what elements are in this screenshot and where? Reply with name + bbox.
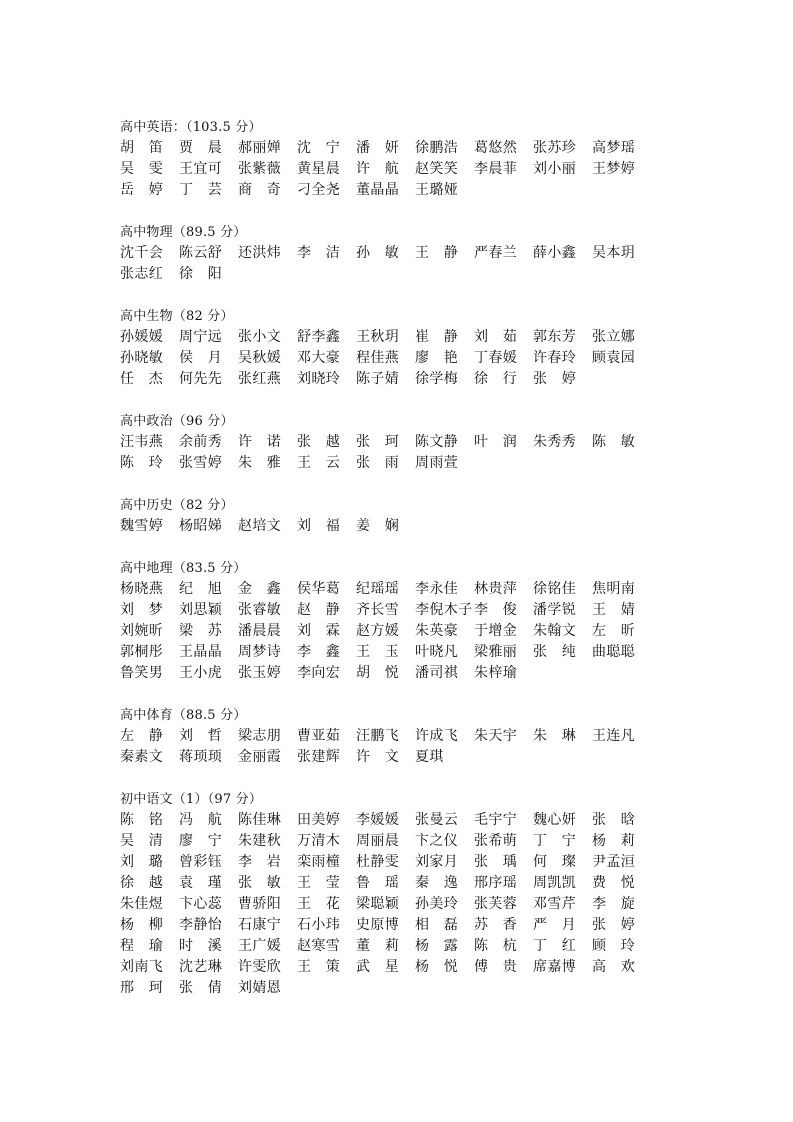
subject-section bbox=[120, 411, 680, 474]
student-name: 张小文 bbox=[238, 329, 282, 345]
student-name: 郭桐彤 bbox=[120, 644, 164, 660]
student-name: 李 洁 bbox=[297, 245, 341, 261]
name-row bbox=[120, 957, 680, 978]
student-name: 张曼云 bbox=[415, 812, 459, 828]
student-name: 杨昭娣 bbox=[179, 518, 223, 534]
student-name: 周梦诗 bbox=[238, 644, 282, 660]
student-name: 石康宁 bbox=[238, 917, 282, 933]
student-name: 费 悦 bbox=[592, 875, 636, 891]
student-name: 张希萌 bbox=[474, 833, 518, 849]
student-name: 李媛媛 bbox=[356, 812, 400, 828]
student-name: 张 敏 bbox=[238, 875, 282, 891]
student-name: 相 磊 bbox=[415, 917, 459, 933]
student-name: 李倪木子 bbox=[415, 602, 473, 618]
student-name: 丁 芸 bbox=[179, 182, 223, 198]
student-name: 李向宏 bbox=[297, 665, 341, 681]
student-name: 王广媛 bbox=[238, 938, 282, 954]
name-row bbox=[120, 894, 680, 915]
student-name: 夏琪 bbox=[415, 749, 444, 765]
name-row bbox=[120, 516, 680, 537]
student-name: 何先先 bbox=[179, 371, 223, 387]
student-name: 刘婧恩 bbox=[238, 980, 282, 996]
student-name: 叶 润 bbox=[474, 434, 518, 450]
student-name: 王秋玥 bbox=[356, 329, 400, 345]
student-name: 汪韦燕 bbox=[120, 434, 164, 450]
student-name: 孙媛媛 bbox=[120, 329, 164, 345]
name-row bbox=[120, 453, 680, 474]
student-name: 潘 妍 bbox=[356, 140, 400, 156]
student-name: 梁志朋 bbox=[238, 728, 282, 744]
student-name: 刘 哲 bbox=[179, 728, 223, 744]
student-name: 陈佳琳 bbox=[238, 812, 282, 828]
student-name: 栾雨橦 bbox=[297, 854, 341, 870]
student-name: 丁 宁 bbox=[533, 833, 577, 849]
student-name: 刘 霖 bbox=[297, 623, 341, 639]
student-name: 梁 苏 bbox=[179, 623, 223, 639]
student-name: 冯 航 bbox=[179, 812, 223, 828]
student-name: 潘学锐 bbox=[533, 602, 577, 618]
subject-section bbox=[120, 306, 680, 390]
student-name: 王 策 bbox=[297, 959, 341, 975]
student-name: 汪鹏飞 bbox=[356, 728, 400, 744]
student-name: 朱 雅 bbox=[238, 455, 282, 471]
student-name: 金丽霞 bbox=[238, 749, 282, 765]
student-name: 周雨萱 bbox=[415, 455, 459, 471]
student-name: 王璐娅 bbox=[415, 182, 459, 198]
student-name: 张雪婷 bbox=[179, 455, 223, 471]
name-row bbox=[120, 726, 680, 747]
student-name: 刘 茹 bbox=[474, 329, 518, 345]
student-name: 高梦瑶 bbox=[592, 140, 636, 156]
student-name: 鲁 瑶 bbox=[356, 875, 400, 891]
student-name: 赵 静 bbox=[297, 602, 341, 618]
student-name: 邢序瑶 bbox=[474, 875, 518, 891]
student-name: 袁 瑾 bbox=[179, 875, 223, 891]
student-name: 蒋顼顼 bbox=[179, 749, 223, 765]
student-name: 刘 梦 bbox=[120, 602, 164, 618]
student-name: 张 婷 bbox=[533, 371, 577, 387]
student-name: 刘晓玲 bbox=[297, 371, 341, 387]
student-name: 苏 香 bbox=[474, 917, 518, 933]
student-name: 魏心妍 bbox=[533, 812, 577, 828]
student-name: 潘司祺 bbox=[415, 665, 459, 681]
student-name: 张紫薇 bbox=[238, 161, 282, 177]
name-row bbox=[120, 642, 680, 663]
student-name: 刘小丽 bbox=[533, 161, 577, 177]
name-row bbox=[120, 852, 680, 873]
student-name: 王 花 bbox=[297, 896, 341, 912]
student-name: 李永佳 bbox=[415, 581, 459, 597]
student-name: 何 璨 bbox=[533, 854, 577, 870]
student-name: 刘 福 bbox=[297, 518, 341, 534]
student-name: 刘婉昕 bbox=[120, 623, 164, 639]
student-name: 杨晓燕 bbox=[120, 581, 164, 597]
student-name: 时 溪 bbox=[179, 938, 223, 954]
student-name: 傅 贵 bbox=[474, 959, 518, 975]
student-name: 朱佳煜 bbox=[120, 896, 164, 912]
name-row bbox=[120, 264, 680, 285]
section-title: 高中体育（88.5 分） bbox=[120, 708, 247, 723]
student-name: 郭东芳 bbox=[533, 329, 577, 345]
student-name: 张玉婷 bbox=[238, 665, 282, 681]
student-name: 张 雨 bbox=[356, 455, 400, 471]
student-name: 周宁远 bbox=[179, 329, 223, 345]
student-name: 叶晓凡 bbox=[415, 644, 459, 660]
student-name: 于增金 bbox=[474, 623, 518, 639]
student-name: 王 静 bbox=[415, 245, 459, 261]
student-name: 许 航 bbox=[356, 161, 400, 177]
student-name: 邓大豪 bbox=[297, 350, 341, 366]
student-name: 尹孟洹 bbox=[592, 854, 636, 870]
section-title: 高中地理（83.5 分） bbox=[120, 561, 247, 576]
name-row bbox=[120, 978, 680, 999]
student-name: 王 玉 bbox=[356, 644, 400, 660]
student-name: 张 纯 bbox=[533, 644, 577, 660]
student-name: 周凯凯 bbox=[533, 875, 577, 891]
student-name: 侯华葛 bbox=[297, 581, 341, 597]
student-name: 严 月 bbox=[533, 917, 577, 933]
name-row bbox=[120, 138, 680, 159]
student-name: 梁聪颖 bbox=[356, 896, 400, 912]
student-name: 胡 悦 bbox=[356, 665, 400, 681]
name-row bbox=[120, 243, 680, 264]
section-title: 高中历史（82 分） bbox=[120, 498, 234, 513]
student-name: 曲聪聪 bbox=[592, 644, 636, 660]
student-name: 郝丽婵 bbox=[238, 140, 282, 156]
student-name: 孙美玲 bbox=[415, 896, 459, 912]
student-name: 秦素文 bbox=[120, 749, 164, 765]
student-name: 朱英豪 bbox=[415, 623, 459, 639]
student-name: 丁 红 bbox=[533, 938, 577, 954]
subject-section bbox=[120, 495, 680, 537]
student-name: 张 瑀 bbox=[474, 854, 518, 870]
student-name: 丁春媛 bbox=[474, 350, 518, 366]
student-name: 鲁笑男 bbox=[120, 665, 164, 681]
student-name: 朱建秋 bbox=[238, 833, 282, 849]
student-name: 王 婧 bbox=[592, 602, 636, 618]
student-name: 张 晗 bbox=[592, 812, 636, 828]
student-name: 葛悠然 bbox=[474, 140, 518, 156]
student-name: 孙晓敏 bbox=[120, 350, 164, 366]
student-name: 孙 敏 bbox=[356, 245, 400, 261]
student-name: 左 昕 bbox=[592, 623, 636, 639]
student-name: 张 婷 bbox=[592, 917, 636, 933]
student-name: 刘 璐 bbox=[120, 854, 164, 870]
student-name: 许成飞 bbox=[415, 728, 459, 744]
subject-section bbox=[120, 789, 680, 999]
student-name: 刘南飞 bbox=[120, 959, 164, 975]
student-name: 杨 悦 bbox=[415, 959, 459, 975]
student-name: 田美婷 bbox=[297, 812, 341, 828]
student-name: 还洪炜 bbox=[238, 245, 282, 261]
student-name: 严春兰 bbox=[474, 245, 518, 261]
name-row bbox=[120, 159, 680, 180]
student-name: 吴本玥 bbox=[592, 245, 636, 261]
student-name: 曹骄阳 bbox=[238, 896, 282, 912]
student-name: 任 杰 bbox=[120, 371, 164, 387]
student-name: 张建辉 bbox=[297, 749, 341, 765]
subject-section bbox=[120, 117, 680, 201]
student-name: 陈 玲 bbox=[120, 455, 164, 471]
student-name: 李 俊 bbox=[474, 602, 518, 618]
student-name: 徐 阳 bbox=[179, 266, 223, 282]
student-name: 张苏珍 bbox=[533, 140, 577, 156]
student-name: 卞心蕊 bbox=[179, 896, 223, 912]
student-name: 梁雅丽 bbox=[474, 644, 518, 660]
student-name: 侯 月 bbox=[179, 350, 223, 366]
student-name: 吴 清 bbox=[120, 833, 164, 849]
name-row bbox=[120, 432, 680, 453]
name-row bbox=[120, 747, 680, 768]
student-name: 刁全尧 bbox=[297, 182, 341, 198]
student-name: 武 星 bbox=[356, 959, 400, 975]
student-name: 许春玲 bbox=[533, 350, 577, 366]
student-name: 王梦婷 bbox=[592, 161, 636, 177]
subject-section bbox=[120, 222, 680, 285]
student-name: 余前秀 bbox=[179, 434, 223, 450]
student-name: 杨 柳 bbox=[120, 917, 164, 933]
student-name: 李 鑫 bbox=[297, 644, 341, 660]
student-name: 李静怡 bbox=[179, 917, 223, 933]
student-name: 刘家月 bbox=[415, 854, 459, 870]
name-row bbox=[120, 936, 680, 957]
student-name: 陈 敏 bbox=[592, 434, 636, 450]
student-name: 张红燕 bbox=[238, 371, 282, 387]
student-name: 王小虎 bbox=[179, 665, 223, 681]
student-name: 沈艺琳 bbox=[179, 959, 223, 975]
student-name: 张志红 bbox=[120, 266, 164, 282]
student-name: 朱梓瑜 bbox=[474, 665, 518, 681]
student-name: 许 诺 bbox=[238, 434, 282, 450]
student-name: 程佳燕 bbox=[356, 350, 400, 366]
student-name: 崔 静 bbox=[415, 329, 459, 345]
student-name: 顾袁园 bbox=[592, 350, 636, 366]
student-name: 李 岩 bbox=[238, 854, 282, 870]
student-name: 王 云 bbox=[297, 455, 341, 471]
name-row bbox=[120, 180, 680, 201]
student-name: 徐 行 bbox=[474, 371, 518, 387]
student-name: 张立娜 bbox=[592, 329, 636, 345]
student-name: 纪 旭 bbox=[179, 581, 223, 597]
student-name: 王宜可 bbox=[179, 161, 223, 177]
student-name: 纪瑶瑶 bbox=[356, 581, 400, 597]
student-name: 董 莉 bbox=[356, 938, 400, 954]
section-title: 初中语文（1）（97 分） bbox=[120, 792, 263, 807]
student-name: 吴秋媛 bbox=[238, 350, 282, 366]
student-name: 林贵萍 bbox=[474, 581, 518, 597]
student-name: 许雯欣 bbox=[238, 959, 282, 975]
student-name: 岳 婷 bbox=[120, 182, 164, 198]
student-name: 卞之仪 bbox=[415, 833, 459, 849]
student-name: 周丽晨 bbox=[356, 833, 400, 849]
student-name: 陈 铭 bbox=[120, 812, 164, 828]
student-name: 席嘉博 bbox=[533, 959, 577, 975]
student-name: 商 奇 bbox=[238, 182, 282, 198]
subject-section bbox=[120, 558, 680, 684]
student-name: 秦 逸 bbox=[415, 875, 459, 891]
student-name: 胡 笛 bbox=[120, 140, 164, 156]
name-row bbox=[120, 621, 680, 642]
name-row bbox=[120, 873, 680, 894]
student-name: 黄星晨 bbox=[297, 161, 341, 177]
student-name: 曾彩钰 bbox=[179, 854, 223, 870]
student-name: 许 文 bbox=[356, 749, 400, 765]
student-name: 李 旋 bbox=[592, 896, 636, 912]
student-name: 王晶晶 bbox=[179, 644, 223, 660]
student-name: 陈云舒 bbox=[179, 245, 223, 261]
student-name: 贾 晨 bbox=[179, 140, 223, 156]
student-name: 杨 莉 bbox=[592, 833, 636, 849]
student-name: 李晨菲 bbox=[474, 161, 518, 177]
student-name: 王连凡 bbox=[592, 728, 636, 744]
student-name: 张睿敏 bbox=[238, 602, 282, 618]
student-name: 董晶晶 bbox=[356, 182, 400, 198]
student-name: 张 越 bbox=[297, 434, 341, 450]
student-name: 吴 雯 bbox=[120, 161, 164, 177]
student-name: 姜 娴 bbox=[356, 518, 400, 534]
section-title: 高中物理（89.5 分） bbox=[120, 225, 247, 240]
student-name: 程 瑜 bbox=[120, 938, 164, 954]
student-name: 朱秀秀 bbox=[533, 434, 577, 450]
student-name: 陈文静 bbox=[415, 434, 459, 450]
student-name: 舒李鑫 bbox=[297, 329, 341, 345]
student-name: 刘思颖 bbox=[179, 602, 223, 618]
student-name: 曹亚茹 bbox=[297, 728, 341, 744]
name-row bbox=[120, 810, 680, 831]
student-name: 焦明南 bbox=[592, 581, 636, 597]
student-name: 万清木 bbox=[297, 833, 341, 849]
student-name: 王 莹 bbox=[297, 875, 341, 891]
student-name: 杜静雯 bbox=[356, 854, 400, 870]
student-name: 齐长雪 bbox=[356, 602, 400, 618]
section-title: 高中政治（96 分） bbox=[120, 414, 234, 429]
section-title: 高中英语：（103.5 分） bbox=[120, 120, 262, 135]
name-row bbox=[120, 348, 680, 369]
student-name: 石小玮 bbox=[297, 917, 341, 933]
student-name: 潘晨晨 bbox=[238, 623, 282, 639]
name-row bbox=[120, 831, 680, 852]
name-row bbox=[120, 915, 680, 936]
student-name: 邓雪芹 bbox=[533, 896, 577, 912]
student-name: 朱天宇 bbox=[474, 728, 518, 744]
student-name: 张芙蓉 bbox=[474, 896, 518, 912]
document-content bbox=[120, 117, 680, 1020]
student-name: 魏雪婷 bbox=[120, 518, 164, 534]
student-name: 金 鑫 bbox=[238, 581, 282, 597]
student-name: 陈 杭 bbox=[474, 938, 518, 954]
student-name: 邢 珂 bbox=[120, 980, 164, 996]
name-row bbox=[120, 663, 680, 684]
student-name: 高 欢 bbox=[592, 959, 636, 975]
name-row bbox=[120, 600, 680, 621]
student-name: 赵寒雪 bbox=[297, 938, 341, 954]
student-name: 徐 越 bbox=[120, 875, 164, 891]
student-name: 徐学梅 bbox=[415, 371, 459, 387]
student-name: 徐铭佳 bbox=[533, 581, 577, 597]
student-name: 赵培文 bbox=[238, 518, 282, 534]
student-name: 史原博 bbox=[356, 917, 400, 933]
subject-section bbox=[120, 705, 680, 768]
student-name: 沈千会 bbox=[120, 245, 164, 261]
student-name: 廖 艳 bbox=[415, 350, 459, 366]
student-name: 杨 露 bbox=[415, 938, 459, 954]
student-name: 朱 琳 bbox=[533, 728, 577, 744]
student-name: 顾 玲 bbox=[592, 938, 636, 954]
student-name: 陈子婧 bbox=[356, 371, 400, 387]
student-name: 廖 宁 bbox=[179, 833, 223, 849]
student-name: 左 静 bbox=[120, 728, 164, 744]
student-name: 毛宇宁 bbox=[474, 812, 518, 828]
student-name: 沈 宁 bbox=[297, 140, 341, 156]
student-name: 张 倩 bbox=[179, 980, 223, 996]
name-row bbox=[120, 369, 680, 390]
section-title: 高中生物（82 分） bbox=[120, 309, 234, 324]
student-name: 徐鹏浩 bbox=[415, 140, 459, 156]
name-row bbox=[120, 579, 680, 600]
student-name: 张 珂 bbox=[356, 434, 400, 450]
name-row bbox=[120, 327, 680, 348]
student-name: 赵方媛 bbox=[356, 623, 400, 639]
student-name: 赵笑笑 bbox=[415, 161, 459, 177]
student-name: 朱翰文 bbox=[533, 623, 577, 639]
student-name: 薛小鑫 bbox=[533, 245, 577, 261]
